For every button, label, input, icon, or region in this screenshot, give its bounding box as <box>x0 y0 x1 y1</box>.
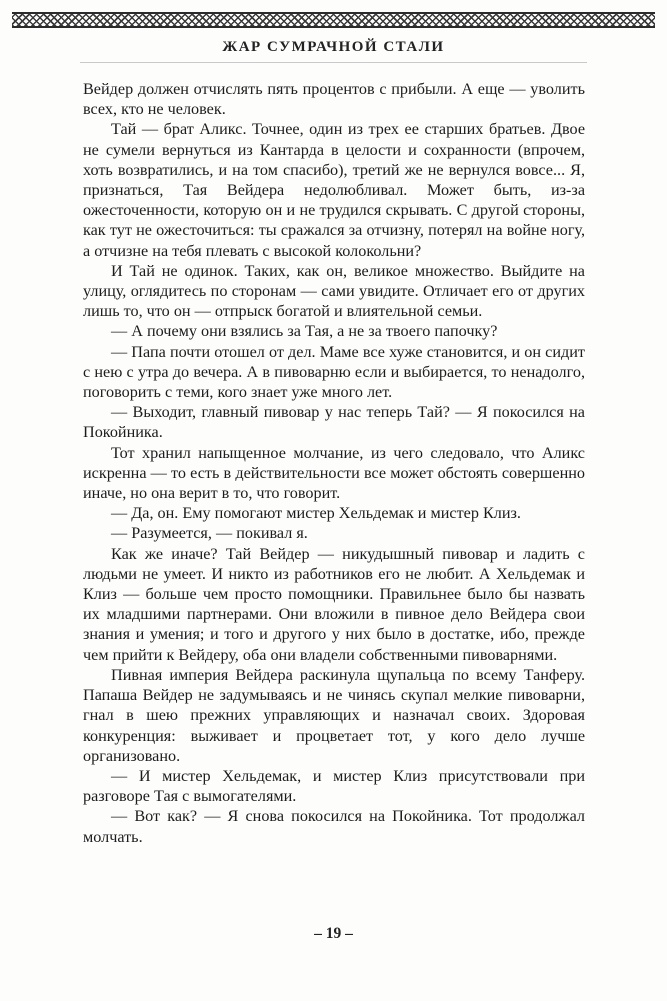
paragraph: — Разумеется, — покивал я. <box>111 524 308 543</box>
paragraph: И Тай не одинок. Таких, как он, великое множество. Выйдите на улицу, оглядитесь по сторонам — сами увидите. Отличает его от других лишь то, что он — отпрыск богатой и влиятельной семьи. <box>83 261 585 321</box>
paragraph: — И мистер Хельдемак, и мистер Клиз присутствовали при разговоре Тая с вымогателями. <box>83 766 585 806</box>
page-number: – 19 – <box>314 925 353 942</box>
paragraph: — Выходит, главный пивовар у нас теперь Тай? — Я покосился на Покойника. <box>83 403 585 442</box>
paragraph: — Папа почти отошел от дел. Маме все хуже становится, и он сидит с нею с утра до вечера. А в пивоварню если и выбирается, то ненадолго, поговорить с теми, кого знает уже много лет. <box>83 342 585 402</box>
paragraph: — Да, он. Ему помогают мистер Хельдемак и мистер Клиз. <box>111 504 521 523</box>
paragraph: — Вот как? — Я снова покосился на Покойника. Тот продолжал молчать. <box>83 807 585 846</box>
paragraph: Как же иначе? Тай Вейдер — никудышный пивовар и ладить с людьми не умеет. И никто из работников его не любит. А Хельдемак и Клиз — больше чем просто помощники. Правильнее было бы назвать их младшими партнерами. Они вложили в пивное дело Вейдера свои знания и умения; и того и другого у них было в достатке, ибо, прежде чем прийти к Вейдеру, оба они владели собственными пивоварнями. <box>83 544 585 664</box>
ornament-border <box>12 12 655 28</box>
body-text <box>83 79 585 847</box>
paragraph: Тот хранил напыщенное молчание, из чего следовало, что Аликс искренна — то есть в действительности все может обстоять совершенно иначе, но она верит в то, что говорит. <box>83 443 585 503</box>
paragraph: Пивная империя Вейдера раскинула щупальца по всему Танферу. Папаша Вейдер не задумываясь и не чинясь скупал мелкие пивоварни, гнал в шею прежних управляющих и назначал своих. Здоровая конкуренция: выживает и процветает тот, у кого дело лучше организовано. <box>83 665 585 765</box>
header-rule <box>80 62 587 63</box>
paragraph: Вейдер должен отчислять пять процентов с прибыли. А еще — уволить всех, кто не человек. <box>83 80 585 119</box>
paragraph: Тай — брат Аликс. Точнее, один из трех ее старших братьев. Двое не сумели вернуться из Кантарда в целости и сохранности (впрочем, хоть возвратились, и на том спасибо), третий же не вернулся вовсе... Я, признаться, Тая Вейдера недолюбливал. Может быть, из-за ожесточенности, которую он и не трудился скрывать. С другой стороны, как тут не ожесточиться: ты сражался за отчизну, потерял на войне ногу, а отчизне на тебя плевать с высокой колокольни? <box>83 120 585 260</box>
paragraph: — А почему они взялись за Тая, а не за твоего папочку? <box>111 322 498 341</box>
running-head-title: ЖАР СУМРАЧНОЙ СТАЛИ <box>222 39 445 55</box>
